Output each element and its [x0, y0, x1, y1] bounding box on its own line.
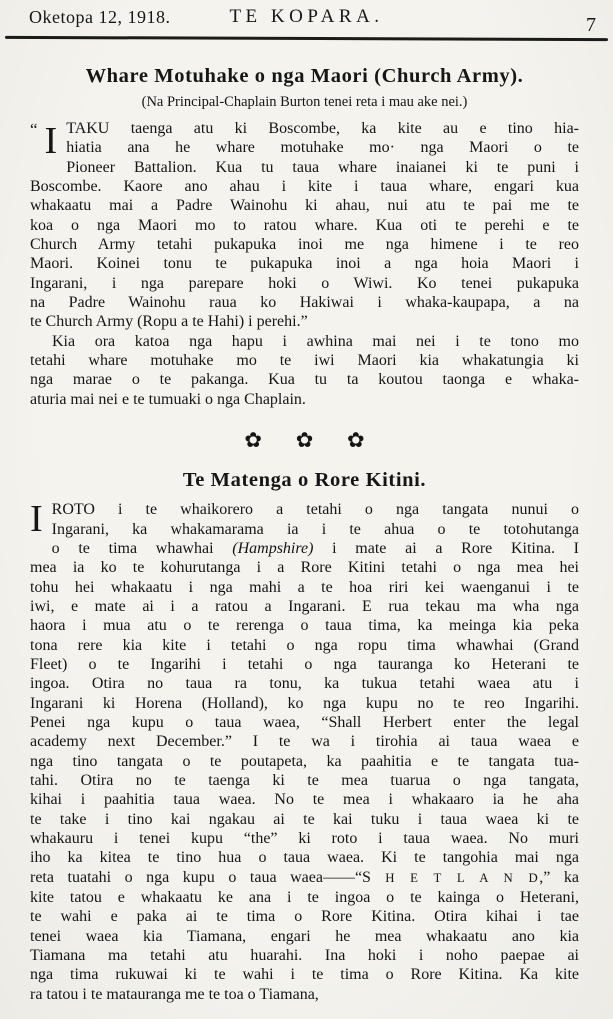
text-line: Ingarani ki Horena (Holland), ko nga kupu no te reo Ingarihi.	[30, 694, 579, 712]
text-line: Penei nga kupu o taua waea, “Shall Herbert enter the legal	[30, 713, 579, 731]
text-line: iho ka kitea te tino hua o taua waea. Ki te tangohia mai nga	[30, 849, 579, 867]
article-rore-kitini	[30, 467, 579, 1004]
paragraph-lines	[30, 332, 579, 409]
text-line: o te tima whawhai (Hampshire) i mate ai a Rore Kitina. I	[51, 539, 580, 557]
text-line: te take i tino kai ngakau ai te kai tuku i taua waea ki te	[30, 810, 579, 828]
drop-cap	[30, 120, 58, 162]
text-line: hiatia ana he whare motuhake mo· nga Maori o te	[66, 139, 579, 157]
text-line: te wahi e paka ai te tima o Rore Kitina. Otira kihai i tae	[30, 908, 579, 926]
text-line: tona rere kia kite i tetahi o nga ropu tima whawhai (Grand	[30, 636, 579, 654]
text-line: tohu hei whakaatu i nga mahi a te hoa riri kei waenganui i te	[30, 578, 579, 596]
drop-cap	[30, 498, 43, 541]
page-number: 7	[586, 14, 596, 36]
text-line: Tiamana ma tetahi atu huarahi. Ina hoki i noho paepae ai	[30, 947, 579, 965]
text-line: ROTO i te whaikorero a tetahi o nga tangata nunui o	[51, 501, 579, 519]
paragraph-closing	[30, 332, 579, 409]
article-title: Te Matenga o Rore Kitini.	[182, 469, 427, 492]
text-line: aturia mai nei e te tumuaki o nga Chaplain.	[30, 390, 306, 408]
text-line: Pioneer Battalion. Kua tu taua whare inaianei ki te puni i	[66, 158, 579, 176]
text-line: nga tino tangata o te poutapeta, ka paahitia e te tangata tua-	[30, 752, 579, 770]
text-line: tenei waea kia Tiamana, engari he mea whakaatu ano kia	[30, 927, 579, 945]
text-line: kihai i paahitia taua waea. No te mea i whakaaro ia he aha	[30, 791, 579, 809]
text-line: haora i mua atu o te rerenga o taua tima, ka meinga kia peka	[30, 617, 579, 635]
drop-cap-letter: I	[44, 120, 58, 162]
florette-icon: ✿ ✿ ✿	[244, 428, 365, 453]
text-line: koa o nga Maori mo to ratou whare. Kua oti te perehi e te	[30, 216, 579, 234]
text-line: Ingarani, ka whakamarama ia i te ahua o te totohutanga	[51, 520, 579, 538]
section-divider-ornaments	[30, 427, 579, 454]
text-line: na Padre Wainohu raua ko Hakiwai i whaka-kaupapa, a na	[30, 294, 579, 312]
text-line: nga tima rukuwai ki te wahi i te tima o Rore Kitina. Ka kite	[30, 966, 579, 984]
page-header	[0, 0, 613, 46]
text-line: iwi, e mate ai i a ratou a Ingarani. E rua tekau ma wha nga	[30, 597, 579, 615]
article-church-army	[30, 63, 579, 409]
paragraph-lines	[30, 500, 579, 1004]
text-line: academy next December.” I te wa i tirohia ai taua waea e	[30, 733, 579, 751]
text-line: whakauru i tenei kupu “the” ki roto i taua waea. No muri	[30, 830, 579, 847]
page-content	[0, 63, 613, 1004]
text-line: Fleet) o te Ingarihi i tetahi o nga tauranga ko Heterani te	[30, 655, 579, 673]
text-line: ra tatou i te matauranga me te toa o Tiamana,	[30, 985, 319, 1003]
header-rule	[5, 36, 608, 41]
text-line: tetahi whare motuhake mo te iwi Maori kia whakatungia ki	[30, 352, 579, 370]
text-line: reta tuatahi o nga kupu o taua waea——“S H E T L A N D,” ka	[30, 868, 579, 886]
text-line: Maori. Koinei tonu te pukapuka inoi a nga hoia Maori i	[30, 255, 579, 273]
text-line: te Church Army (Ropu a te Hahi) i perehi.”	[30, 313, 308, 331]
text-line: Ingarani, i nga parepare hoki o Wiwi. Ko tenei pukapuka	[30, 274, 579, 292]
paragraph-letter-body	[30, 119, 579, 332]
text-line: Boscombe. Kaore ano ahau i kite i taua whare, engari kua	[30, 178, 579, 196]
drop-cap-letter: I	[30, 498, 43, 541]
text-line: Church Army tetahi pukapuka inoi me nga himene i te reo	[30, 236, 579, 254]
text-line: Kia ora katoa nga hapu i awhina mai nei i te tono mo	[52, 332, 579, 350]
text-line: TAKU taenga atu ki Boscombe, ka kite au e tino hia-	[66, 120, 579, 137]
article-title: Whare Motuhake o nga Maori (Church Army).	[85, 65, 524, 87]
text-line: whakaatu mai a Padre Wainohu ki ahau, nui atu te pai me te	[30, 197, 579, 215]
open-quote-mark: “	[30, 120, 38, 139]
paragraph-lines	[30, 119, 579, 332]
issue-date: Oketopa 12, 1918.	[29, 7, 171, 27]
text-line: mea ia ko te kohurutanga i a Rore Kitini tetahi o nga mea hei	[30, 559, 579, 577]
text-line: nga marae o te pakanga. Kua tu ta koutou taonga e whaka-	[30, 371, 579, 389]
paragraph-body	[30, 500, 579, 1004]
text-line: ingoa. Otira no taua ra tonu, ka tukua tetahi waea atu i	[30, 675, 579, 693]
masthead-title: TE KOPARA.	[229, 6, 384, 27]
text-line: tahi. Otira no te taenga ki te mea tuarua o nga tangata,	[30, 771, 579, 789]
text-line: kite tatou e whakaatu ke ana i te ingoa o te kainga o Heterani,	[30, 889, 579, 907]
article-byline: (Na Principal-Chaplain Burton tenei reta i mau ake nei.)	[141, 94, 468, 110]
